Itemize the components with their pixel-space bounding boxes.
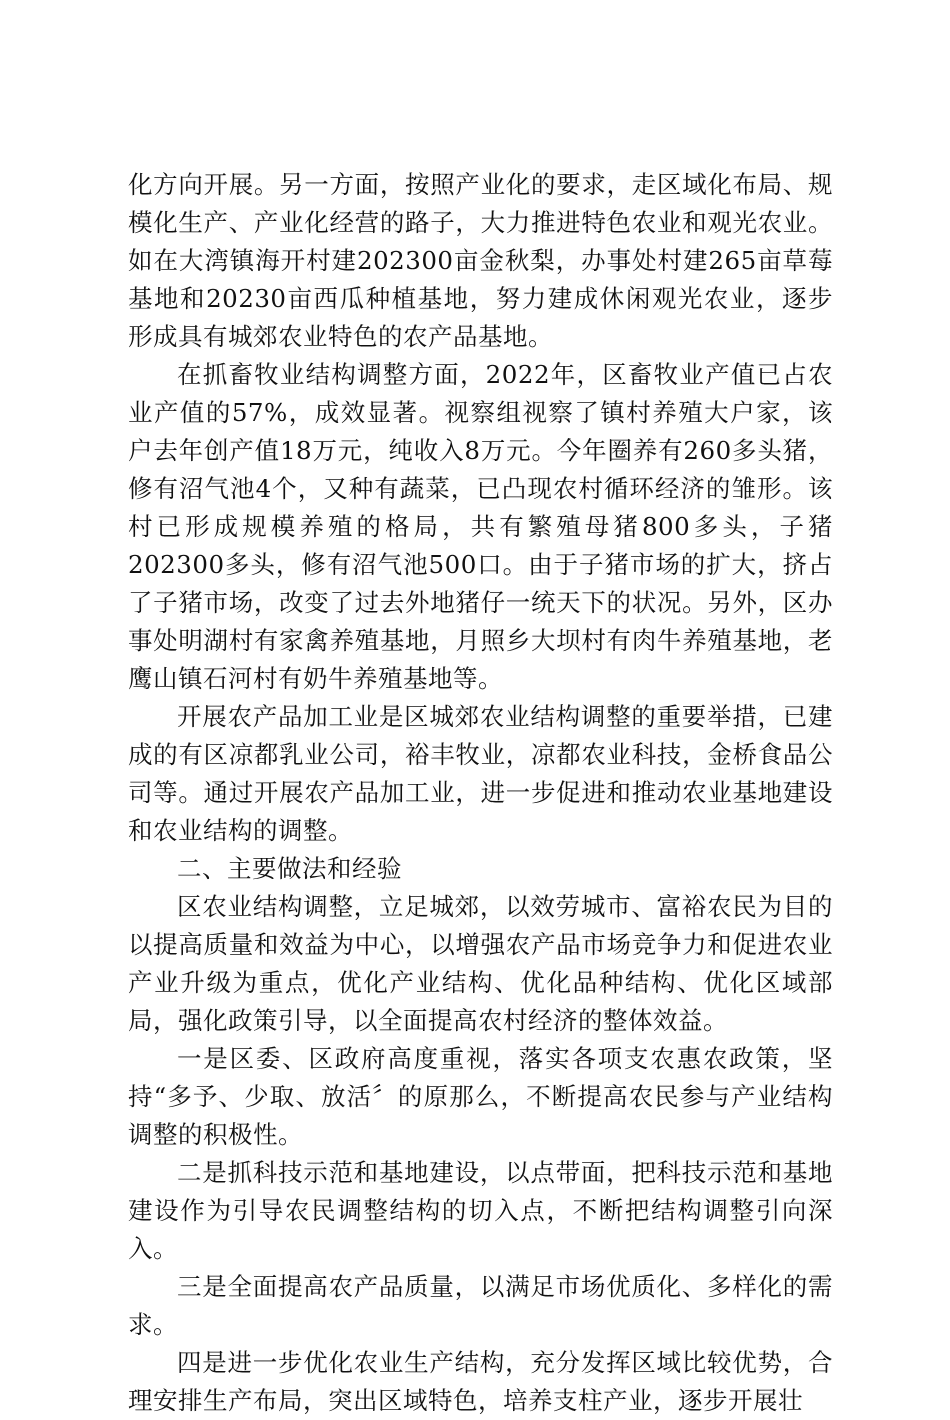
paragraph-point-one: 一是区委、区政府高度重视，落实各项支农惠农政策，坚持“多予、少取、放活〞的原那么，不断提高农民参与产业结构调整的积极性。 <box>128 1044 833 1149</box>
paragraph-processing: 开展农产品加工业是区城郊农业结构调整的重要举措，已建成的有区凉都乳业公司，裕丰牧业，凉都农业科技，金桥食品公司等。通过开展农产品加工业，进一步促进和推动农业基地建设和农业结构的调整。 <box>128 702 833 845</box>
section-heading: 二、主要做法和经验 <box>177 854 402 883</box>
paragraph-livestock: 在抓畜牧业结构调整方面，2022年，区畜牧业产值已占农业产值的57%，成效显著。视察组视察了镇村养殖大户家，该户去年创产值18万元，纯收入8万元。今年圈养有260多头猪，修有沼气池4个，又种有蔬菜，已凸现农村循环经济的雏形。该村已形成规模养殖的格局，共有繁殖母猪800多头，子猪202300多头，修有沼气池500口。由于子猪市场的扩大，挤占了子猪市场，改变了过去外地猪仔一统天下的状况。另外，区办事处明湖村有家禽养殖基地，月照乡大坝村有肉牛养殖基地，老鹰山镇石河村有奶牛养殖基地等。 <box>128 360 833 693</box>
document-page <box>128 166 833 1420</box>
paragraph-point-four: 四是进一步优化农业生产结构，充分发挥区域比较优势，合理安排生产布局，突出区域特色，培养支柱产业，逐步开展壮 <box>128 1348 833 1415</box>
paragraph-point-three: 三是全面提高农产品质量，以满足市场优质化、多样化的需求。 <box>128 1272 833 1339</box>
paragraph-overview: 区农业结构调整，立足城郊，以效劳城市、富裕农民为目的以提高质量和效益为中心，以增强农产品市场竞争力和促进农业产业升级为重点，优化产业结构、优化品种结构、优化区域部局，强化政策引导，以全面提高农村经济的整体效益。 <box>128 892 833 1035</box>
paragraph-point-two: 二是抓科技示范和基地建设，以点带面，把科技示范和基地建设作为引导农民调整结构的切入点，不断把结构调整引向深入。 <box>128 1158 833 1263</box>
paragraph-continuation: 化方向开展。另一方面，按照产业化的要求，走区域化布局、规模化生产、产业化经营的路子，大力推进特色农业和观光农业。如在大湾镇海开村建202300亩金秋梨，办事处村建265亩草莓基地和20230亩西瓜种植基地，努力建成休闲观光农业，逐步形成具有城郊农业特色的农产品基地。 <box>128 170 833 351</box>
